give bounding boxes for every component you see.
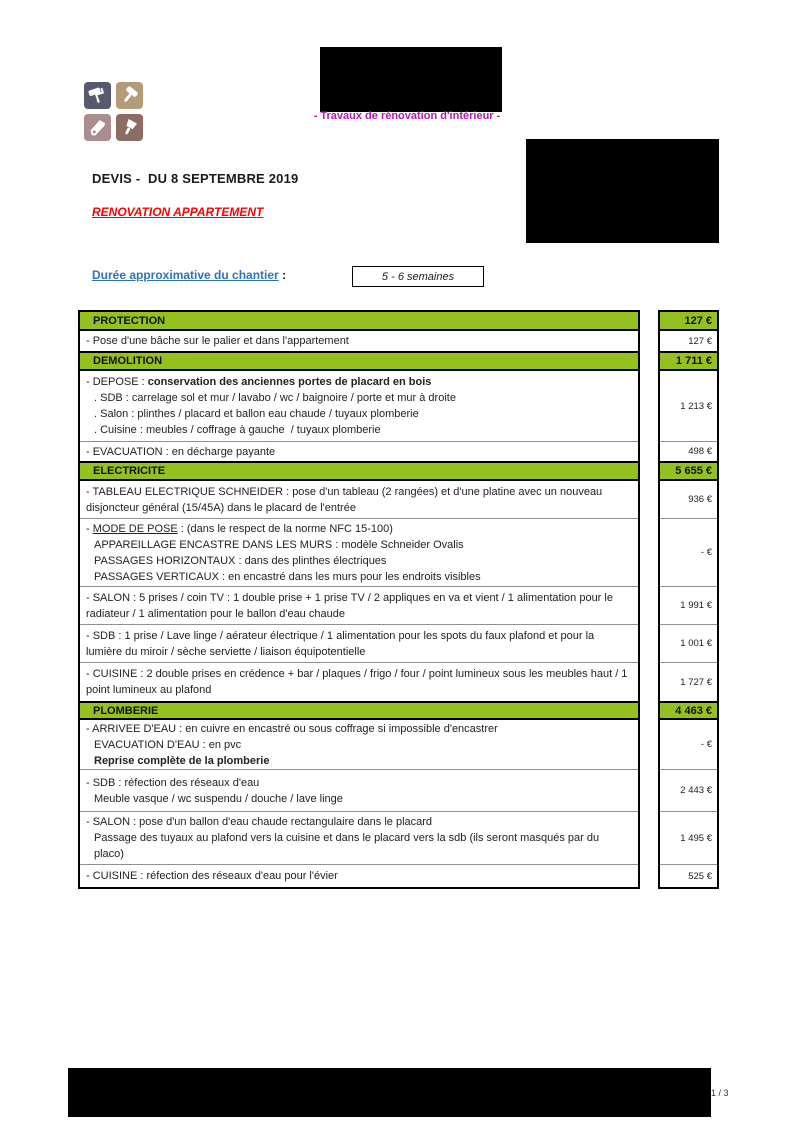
duration-value: 5 - 6 semaines: [381, 270, 455, 283]
item-price-cell: 936 €: [660, 481, 717, 518]
item-price-cell: - €: [660, 518, 717, 586]
mallet-icon: [116, 82, 143, 109]
line-item-row: [80, 864, 638, 887]
paint-roller-icon: [84, 82, 111, 109]
duration-line: [92, 268, 286, 282]
quote-description-table: [78, 310, 640, 889]
document-subtitle: RENOVATION APPARTEMENT: [92, 205, 264, 219]
redacted-company-name: [320, 47, 502, 112]
section-header-row: [80, 312, 638, 331]
item-description: - SALON : pose d'un ballon d'eau chaude rectangulaire dans le placard Passage des tuyaux au plafond vers la cuisine et dans le placard vers la sdb (ils seront masqués par du placo): [86, 816, 603, 860]
item-description: - ARRIVEE D'EAU : en cuivre en encastré ou sous coffrage si impossible d'encastrer EVACUATION D'EAU : en pvc Reprise complète de la plomberie: [86, 722, 498, 767]
item-description: - TABLEAU ELECTRIQUE SCHNEIDER : pose d'un tableau (2 rangées) et d'une platine avec un nouveau disjoncteur général (15/45A) dans le placard de l'entrée: [86, 485, 606, 514]
line-item-row: [80, 811, 638, 864]
item-description: - SDB : 1 prise / Lave linge / aérateur électrique / 1 alimentation pour les spots du faux plafond et pour la lumière du miroir / sèche serviette / liaison équipotentielle: [86, 629, 598, 658]
line-item-row: [80, 586, 638, 624]
section-header-row: [80, 461, 638, 481]
duration-label: Durée approximative du chantier: [92, 268, 279, 282]
item-description: - SALON : 5 prises / coin TV : 1 double prise + 1 prise TV / 2 appliques en va et vient / 1 alimentation pour le radiateur / 1 alimentation pour le ballon d'eau chaude: [86, 591, 617, 620]
item-description: - DEPOSE : conservation des anciennes portes de placard en bois . SDB : carrelage sol et mur / lavabo / wc / baignoire / porte et mur à droite . Salon : plinthes / placard et ballon eau chaude / tuyaux plomberie . Cuisine : meubles / coffrage à gauche / tuyaux plomberie: [86, 376, 456, 436]
item-price-cell: 1 001 €: [660, 624, 717, 662]
item-price-cell: - €: [660, 720, 717, 769]
item-price-cell: 1 213 €: [660, 371, 717, 441]
item-description: - Pose d'une bâche sur le palier et dans l'appartement: [86, 335, 349, 347]
item-description: - EVACUATION : en décharge payante: [86, 445, 276, 458]
section-total-cell: 1 711 €: [660, 351, 717, 371]
line-item-row: [80, 624, 638, 662]
line-item-row: [80, 331, 638, 351]
item-price-cell: 498 €: [660, 441, 717, 461]
putty-knife-icon: [116, 114, 143, 141]
line-item-row: [80, 441, 638, 461]
section-total-cell: 5 655 €: [660, 461, 717, 481]
item-price-cell: 1 991 €: [660, 586, 717, 624]
item-price-cell: 1 727 €: [660, 662, 717, 701]
item-price-cell: 525 €: [660, 864, 717, 887]
item-price-cell: 2 443 €: [660, 769, 717, 811]
section-title: PLOMBERIE: [93, 704, 159, 717]
page-number: 1 / 3: [711, 1088, 729, 1098]
company-tagline: - Travaux de rénovation d'intérieur -: [313, 110, 501, 122]
section-header-row: [80, 351, 638, 371]
saw-icon: [84, 114, 111, 141]
duration-colon: :: [278, 268, 287, 282]
section-total-cell: 4 463 €: [660, 701, 717, 720]
section-header-row: [80, 701, 638, 720]
section-title: PROTECTION: [93, 314, 166, 327]
item-price-cell: 1 495 €: [660, 811, 717, 864]
company-logo: [84, 82, 143, 141]
item-description: - CUISINE : 2 double prises en crédence + bar / plaques / frigo / four / point lumineux sous les meubles haut / 1 point lumineux au plafond: [86, 668, 631, 696]
item-description: - SDB : réfection des réseaux d'eau Meuble vasque / wc suspendu / douche / lave linge: [86, 776, 343, 805]
section-title: ELECTRICITE: [93, 465, 166, 477]
line-item-row: [80, 662, 638, 701]
item-description: - CUISINE : réfection des réseaux d'eau pour l'évier: [86, 870, 338, 882]
line-item-row: [80, 518, 638, 586]
line-item-row: [80, 371, 638, 441]
item-price-cell: 127 €: [660, 331, 717, 351]
section-total-cell: 127 €: [660, 312, 717, 331]
duration-value-box: [352, 266, 484, 287]
document-title: DEVIS - DU 8 SEPTEMBRE 2019: [92, 171, 299, 186]
line-item-row: [80, 769, 638, 811]
quote-price-column: [658, 310, 719, 889]
redacted-client-address: [526, 139, 719, 243]
line-item-row: [80, 481, 638, 518]
item-description: - MODE DE POSE : (dans le respect de la norme NFC 15-100) APPAREILLAGE ENCASTRE DANS LES MURS : modèle Schneider Ovalis PASSAGES HORIZONTAUX : dans des plinthes électriques PASSAGES VERTICAUX : en encastré dans les murs pour les endroits visibles: [86, 522, 481, 583]
section-title: DEMOLITION: [93, 355, 163, 367]
line-item-row: [80, 720, 638, 769]
redacted-footer-company-info: [68, 1068, 711, 1117]
